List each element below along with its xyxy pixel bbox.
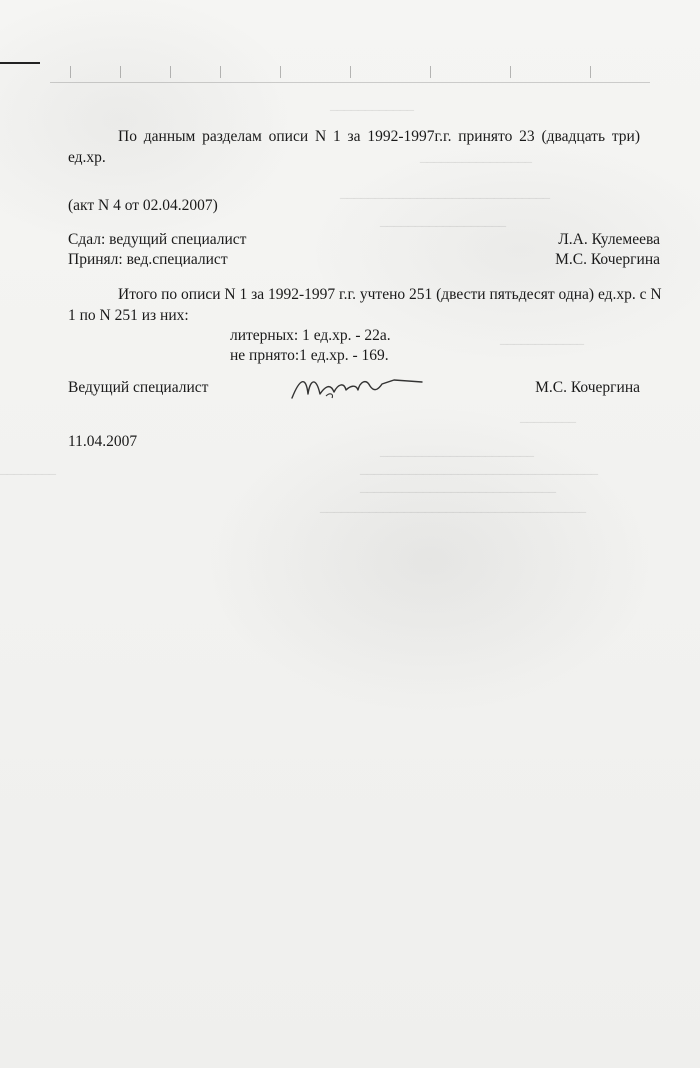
tick-mark — [280, 66, 281, 78]
handed-over-label: Сдал: ведущий специалист — [68, 231, 247, 248]
document-date: 11.04.2007 — [68, 433, 138, 450]
received-name: М.С. Кочергина — [555, 251, 660, 268]
scan-edge-marks — [50, 62, 650, 83]
received-label: Принял: вед.специалист — [68, 251, 228, 268]
tick-mark — [430, 66, 431, 78]
bleed-through-text: ______________________________________ — [320, 500, 586, 515]
bleed-through-text: ______________________________ — [340, 186, 550, 201]
act-reference: (акт N 4 от 02.04.2007) — [68, 197, 218, 214]
tick-mark — [220, 66, 221, 78]
tick-mark — [70, 66, 71, 78]
scan-edge-line — [0, 62, 40, 64]
bleed-through-text: __________________________________ — [360, 462, 598, 477]
tick-mark — [120, 66, 121, 78]
bleed-through-text: ________ — [520, 410, 576, 425]
bleed-through-text: ________ — [0, 462, 56, 477]
bleed-through-text: __________________ — [380, 214, 506, 229]
bleed-through-text: ________________ — [420, 150, 532, 165]
bleed-through-text: ____________ — [500, 332, 584, 347]
bleed-through-text: ____________________________ — [360, 480, 556, 495]
literal-items-line: литерных: 1 ед.хр. - 22а. — [230, 327, 391, 344]
total-paragraph: Итого по описи N 1 за 1992-1997 г.г. учтено 251 (двести пятьдесят одна) ед.хр. с N 1 по N 251 из них: — [68, 286, 662, 324]
tick-mark — [510, 66, 511, 78]
bleed-through-text: ____________ — [330, 98, 414, 113]
tick-mark — [350, 66, 351, 78]
tick-mark — [170, 66, 171, 78]
not-accepted-line: не прнято:1 ед.хр. - 169. — [230, 347, 389, 364]
tick-mark — [590, 66, 591, 78]
bleed-through-text: ______________________ — [380, 444, 534, 459]
acceptance-paragraph: По данным разделам описи N 1 за 1992-1997г.г. принято 23 (двадцать три) ед.хр. — [68, 128, 640, 166]
handwritten-signature — [286, 368, 426, 408]
signatory-name: М.С. Кочергина — [535, 379, 640, 396]
signatory-position: Ведущий специалист — [68, 379, 209, 396]
handed-over-name: Л.А. Кулемеева — [558, 231, 660, 248]
